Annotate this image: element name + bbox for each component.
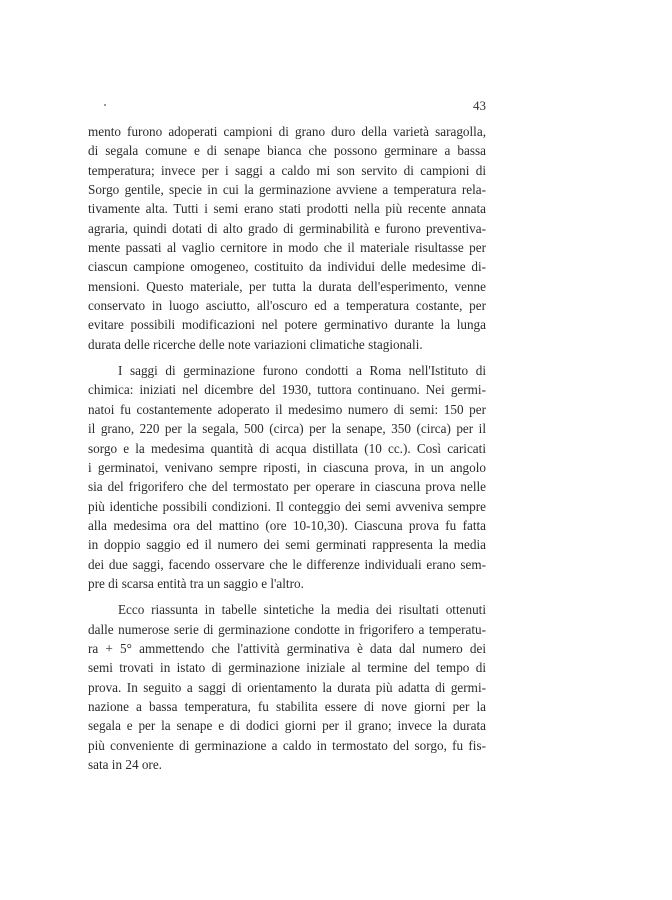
- text-line: temperatura; invece per i saggi a caldo mi son servito di campioni di: [88, 162, 486, 178]
- text-line: i germinatoi, venivano sempre riposti, in ciascuna prova, in un angolo: [88, 459, 486, 475]
- text-line: segala e per la senape e di dodici giorni per il grano; invece la durata: [88, 718, 486, 734]
- text-line: dalle numerose serie di germinazione condotte in frigorifero a temperatu-: [88, 621, 486, 637]
- text-line: ra + 5° ammettendo che l'attività germinativa è data dal numero dei: [88, 640, 486, 656]
- text-line: più conveniente di germinazione a caldo in termostato del sorgo, fu fis-: [88, 737, 486, 753]
- body-text: [88, 122, 486, 774]
- text-line: alla medesima ora del mattino (ore 10-10,30). Ciascuna prova fu fatta: [88, 517, 486, 533]
- text-line: il grano, 220 per la segala, 500 (circa) per la senape, 350 (circa) per il: [88, 421, 486, 437]
- paragraph: [88, 600, 486, 774]
- text-line: in doppio saggio ed il numero dei semi germinati rappresenta la media: [88, 537, 486, 553]
- text-line: sia del frigorifero che del termostato per operare in ciascuna prova nelle: [88, 479, 486, 495]
- text-line: I saggi di germinazione furono condotti a Roma nell'Istituto di: [118, 363, 486, 379]
- text-line: Sorgo gentile, specie in cui la germinazione avviene a temperatura rela-: [88, 182, 486, 198]
- text-line: prova. In seguito a saggi di orientamento la durata più adatta di germi-: [88, 679, 486, 695]
- text-line: mente passati al vaglio cernitore in modo che il materiale risultasse per: [88, 240, 486, 256]
- text-line: sata in 24 ore.: [88, 757, 162, 772]
- text-line: ciascun campione omogeneo, costituito da individui delle medesime di-: [88, 259, 486, 275]
- text-line: di segala comune e di senape bianca che possono germinare a bassa: [88, 143, 486, 159]
- text-line: conservato in luogo asciutto, all'oscuro ed a temperatura costante, per: [88, 298, 486, 314]
- text-line: mento furono adoperati campioni di grano duro della varietà saragolla,: [88, 124, 486, 139]
- text-line: chimica: iniziati nel dicembre del 1930, tuttora continuano. Nei germi-: [88, 382, 486, 398]
- text-line: semi trovati in istato di germinazione iniziale al termine del tempo di: [88, 660, 486, 676]
- text-line: dei due saggi, facendo osservare che le differenze individuali erano sem-: [88, 556, 486, 572]
- paragraph: [88, 122, 486, 354]
- text-line: agraria, quindi dotati di alto grado di germinabilità e furono preventiva-: [88, 220, 486, 236]
- text-line: sorgo e la medesima quantità di acqua distillata (10 cc.). Così caricati: [88, 440, 486, 456]
- text-line: pre di scarsa entità tra un saggio e l'altro.: [88, 575, 304, 591]
- scan-speck: [104, 104, 106, 106]
- page-number: 43: [473, 98, 486, 113]
- text-line: mensioni. Questo materiale, per tutta la durata dell'esperimento, venne: [88, 278, 486, 294]
- text-line: Ecco riassunta in tabelle sintetiche la media dei risultati ottenuti: [118, 602, 486, 618]
- text-line: nazione a bassa temperatura, fu stabilita essere di nove giorni per la: [88, 698, 486, 714]
- text-line: tivamente alta. Tutti i semi erano stati prodotti nella più recente annata: [88, 201, 486, 217]
- paragraph: [88, 361, 486, 593]
- text-line: durata delle ricerche delle note variazioni climatiche stagionali.: [88, 336, 423, 352]
- text-line: evitare possibili modificazioni nel potere germinativo durante la lunga: [88, 317, 486, 333]
- text-line: più identiche possibili condizioni. Il conteggio dei semi avveniva sempre: [88, 498, 486, 514]
- text-line: natoi fu costantemente adoperato il medesimo numero di semi: 150 per: [88, 401, 486, 417]
